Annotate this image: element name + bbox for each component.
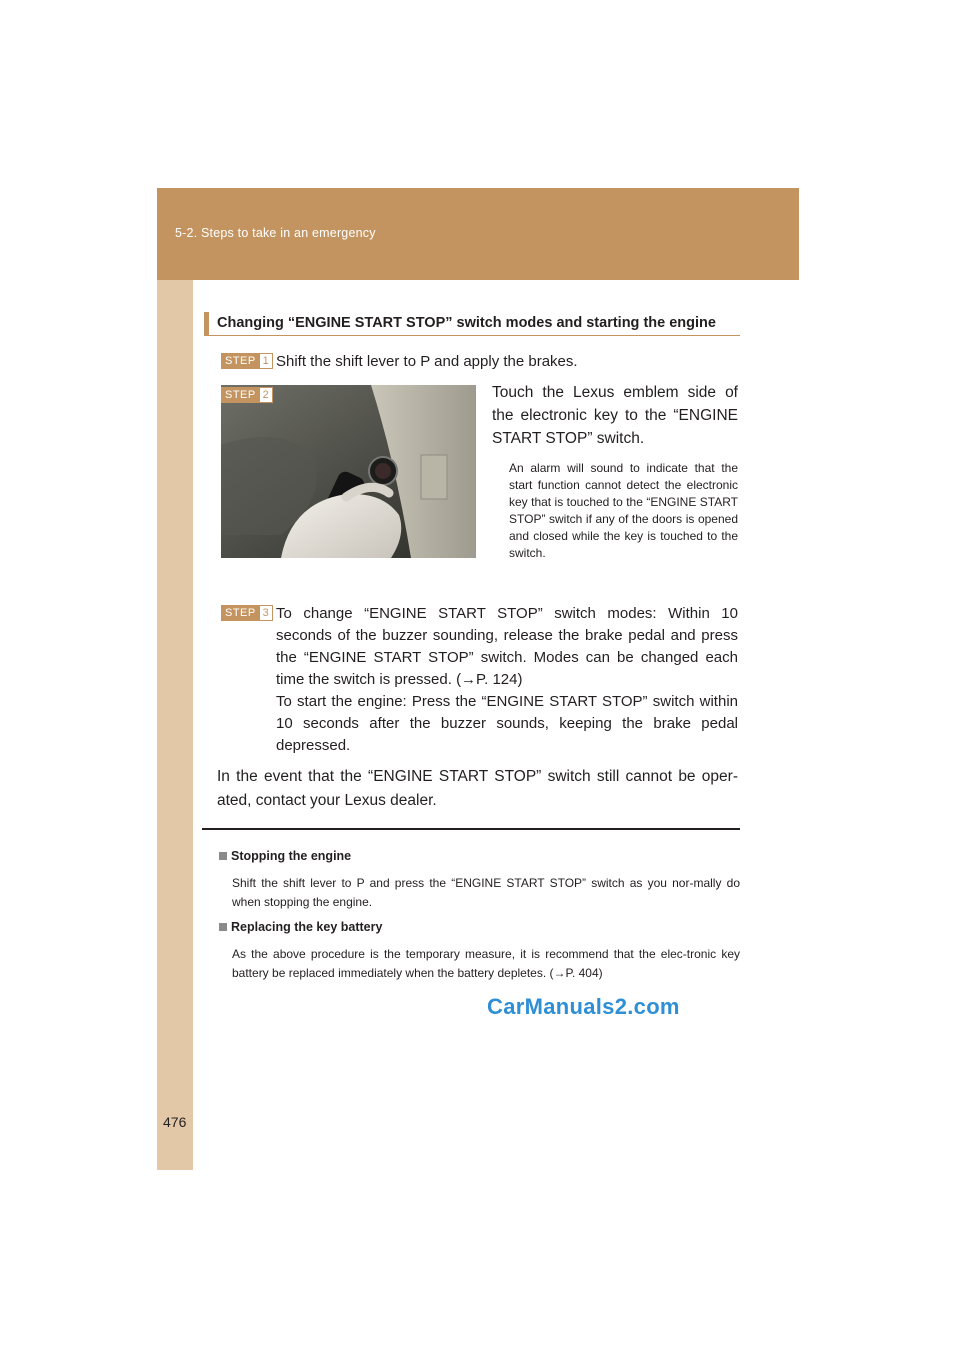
- watermark-logo: CarManuals2.com: [487, 994, 680, 1019]
- step-2-badge: STEP 2: [221, 387, 273, 403]
- note-heading-battery: Replacing the key battery: [219, 920, 382, 934]
- section-title: Changing “ENGINE START STOP” switch modes and starting the engine: [217, 315, 716, 331]
- step-2-text: Touch the Lexus emblem side of the electronic key to the “ENGINE START STOP” switch.: [492, 384, 738, 447]
- header-section-title: 5-2. Steps to take in an emergency: [175, 226, 376, 240]
- page-header-band: [157, 188, 799, 280]
- section-divider: [202, 828, 740, 830]
- note-heading-stopping: Stopping the engine: [219, 849, 351, 863]
- key-touch-photo: [221, 385, 476, 558]
- square-bullet-icon: [219, 852, 227, 860]
- step-3-mode-change: To change “ENGINE START STOP” switch modes: Within 10 seconds of the buzzer sounding, release the brake pedal and press the “ENGINE START STOP” switch. Modes can be changed each time the switch is pressed. (→P. 124): [276, 605, 738, 688]
- photo-illustration: [221, 385, 476, 558]
- step-1-badge: STEP 1: [221, 353, 273, 369]
- section-title-box: [204, 312, 740, 336]
- final-instruction: In the event that the “ENGINE START STOP” switch still cannot be oper-ated, contact your Lexus dealer.: [217, 768, 738, 809]
- step-1-text: Shift the shift lever to P and apply the brakes.: [276, 353, 578, 370]
- step-3-text: [276, 603, 738, 757]
- step-3-badge: STEP 3: [221, 605, 273, 621]
- step-3-start-engine: To start the engine: Press the “ENGINE START STOP” switch within 10 seconds after the buzzer sounds, keeping the brake pedal depressed.: [276, 693, 738, 754]
- note-text-battery: As the above procedure is the temporary measure, it is recommend that the elec-tronic key battery be replaced immediately when the battery depletes. (→P. 404): [232, 947, 740, 980]
- page-number: 476: [163, 1114, 187, 1130]
- page-side-strip: [157, 188, 193, 1170]
- note-text-stopping: Shift the shift lever to P and press the “ENGINE START STOP” switch as you nor-mally do when stopping the engine.: [232, 876, 740, 909]
- step-2-note: An alarm will sound to indicate that the start function cannot detect the electronic key that is touched to the “ENGINE START STOP” switch if any of the doors is opened and closed while the key is touched to the switch.: [509, 461, 738, 560]
- square-bullet-icon: [219, 923, 227, 931]
